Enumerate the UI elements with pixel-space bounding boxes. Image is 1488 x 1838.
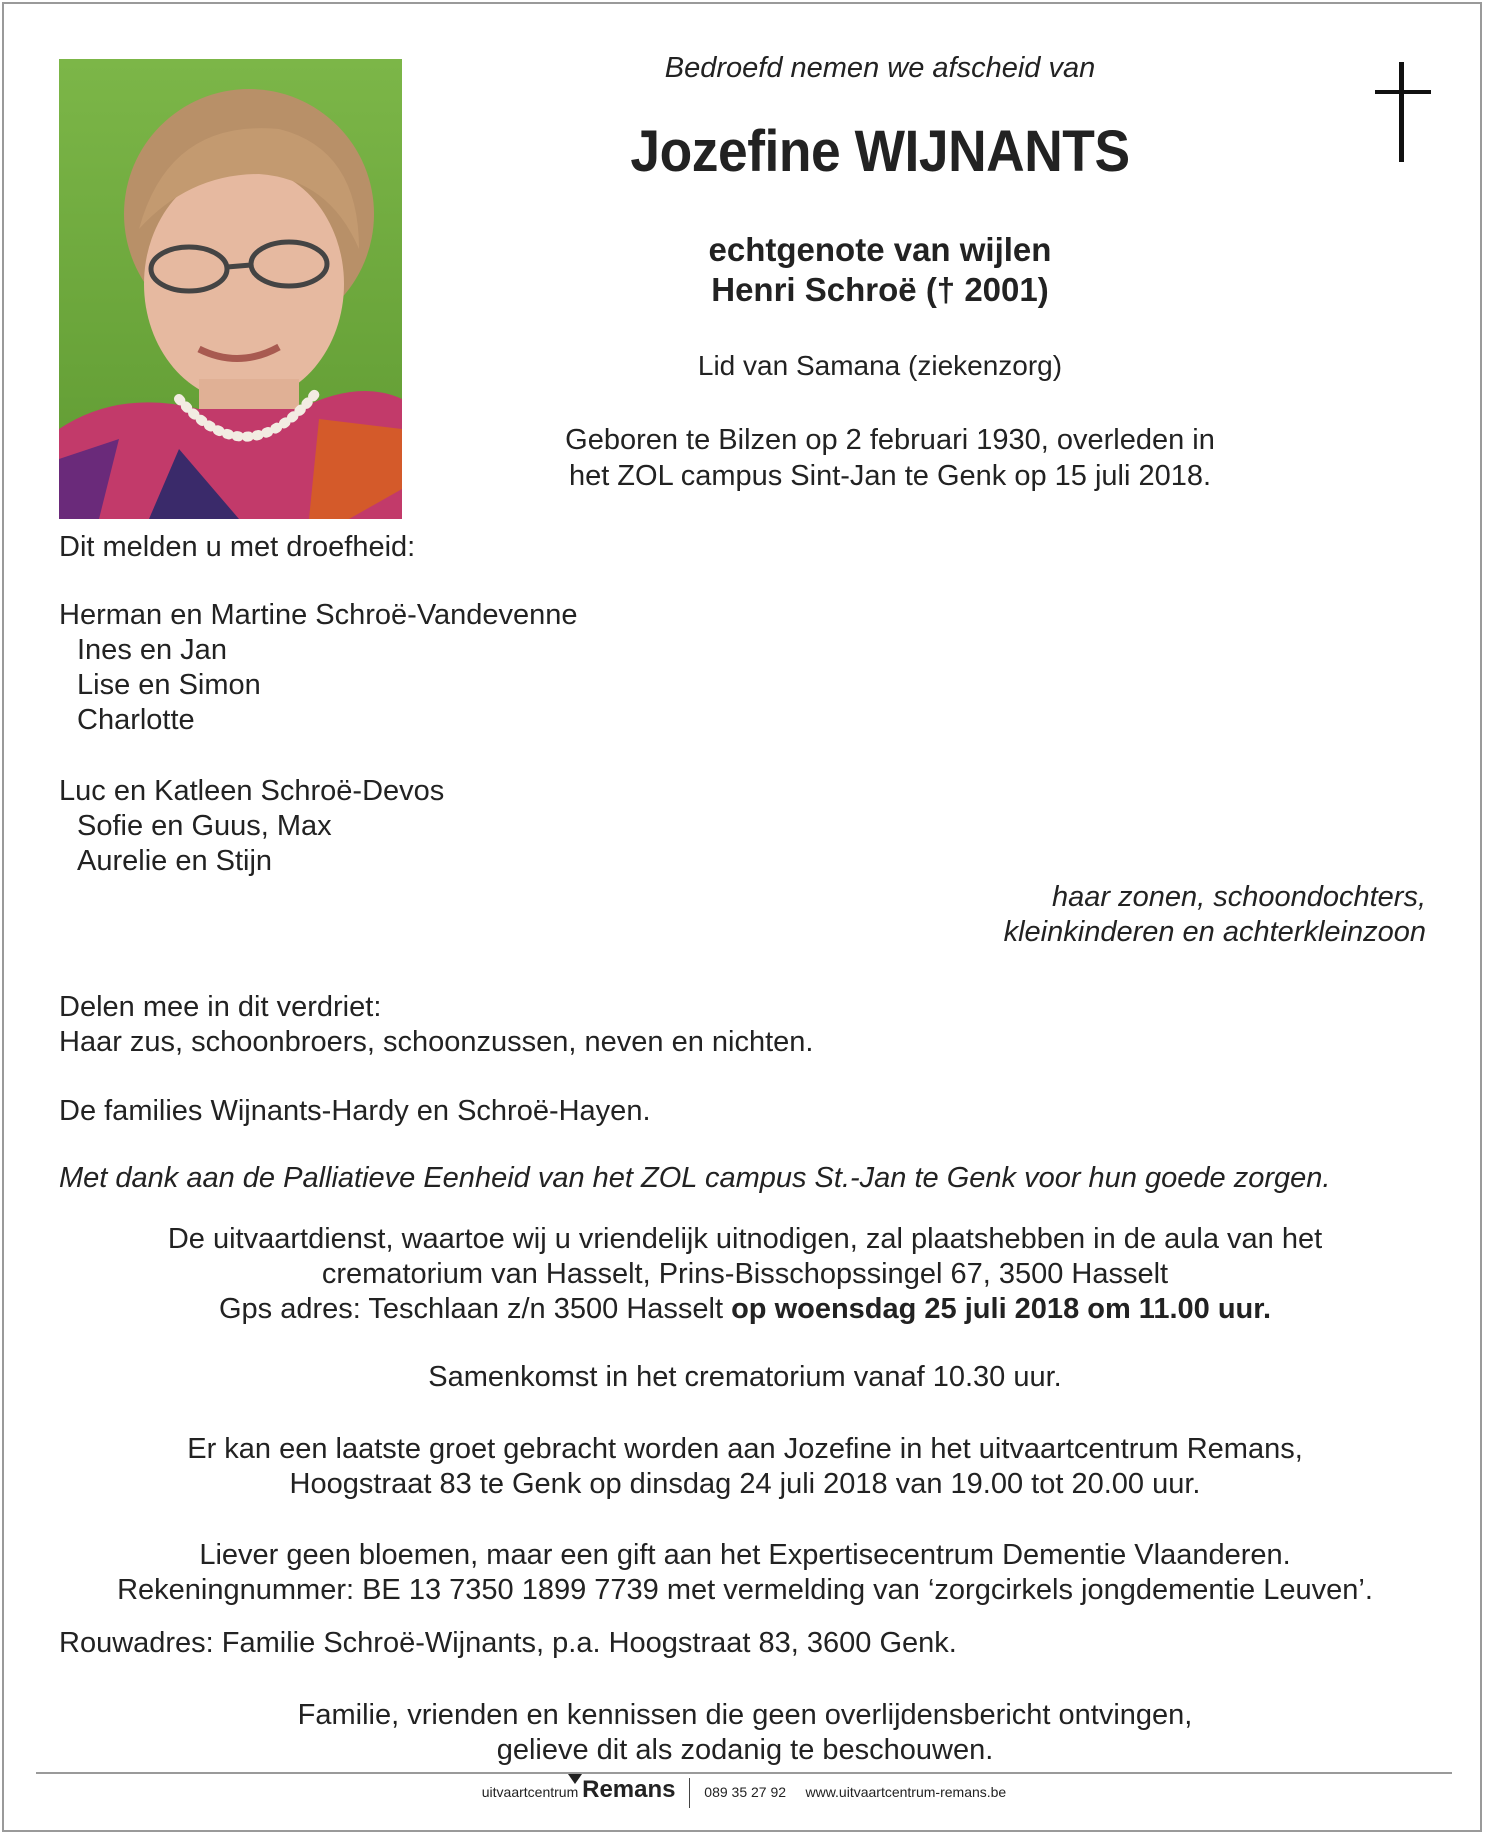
footer-divider: [36, 1772, 1452, 1774]
spouse-info: [560, 230, 1200, 310]
relation-text: [1004, 880, 1426, 950]
closing-line-2: gelieve dit als zodanig te beschouwen.: [496, 1734, 994, 1766]
closing-line-1: Familie, vrienden en kennissen die geen overlijdensbericht ontvingen,: [297, 1699, 1193, 1731]
birth-line-2: het ZOL campus Sint-Jan te Genk op 15 juli 2018.: [568, 460, 1212, 492]
footer: [0, 1776, 1488, 1808]
service-datetime: op woensdag 25 juli 2018 om 11.00 uur.: [731, 1293, 1272, 1325]
family-2-child: Sofie en Guus, Max: [77, 810, 332, 842]
share-text: Haar zus, schoonbroers, schoonzussen, neven en nichten.: [59, 1026, 814, 1058]
service-line-2: crematorium van Hasselt, Prins-Bisschopssingel 67, 3500 Hasselt: [321, 1258, 1169, 1290]
footer-website[interactable]: www.uitvaartcentrum-remans.be: [805, 1784, 1007, 1800]
gift-line-2: Rekeningnummer: BE 13 7350 1899 7739 met vermelding van ‘zorgcirkels jongdementie Leuven’.: [117, 1574, 1373, 1606]
family-1-child: Lise en Simon: [77, 669, 261, 701]
relation-line-2: kleinkinderen en achterkleinzoon: [1003, 916, 1426, 948]
portrait-photo: [59, 59, 402, 519]
family-group-2: [59, 774, 444, 879]
share-head: Delen mee in dit verdriet:: [59, 991, 382, 1023]
cross-icon: [1375, 62, 1431, 162]
family-2-child: Aurelie en Stijn: [77, 845, 273, 877]
footer-separator: [689, 1778, 690, 1808]
family-2-head: Luc en Katleen Schroë-Devos: [59, 775, 445, 807]
footer-phone: 089 35 27 92: [704, 1784, 787, 1800]
mourning-address: Rouwadres: Familie Schroë-Wijnants, p.a. Hoogstraat 83, 3600 Genk.: [59, 1627, 957, 1659]
announce-text: Dit melden u met droefheid:: [59, 531, 416, 563]
thanks-text: Met dank aan de Palliatieve Eenheid van het ZOL campus St.-Jan te Genk voor hun goede zorgen.: [59, 1162, 1331, 1194]
footer-prefix: uitvaartcentrum: [481, 1784, 579, 1800]
intro-text: Bedroefd nemen we afscheid van: [664, 52, 1096, 84]
share-block: [59, 990, 813, 1060]
service-gps: Gps adres: Teschlaan z/n 3500 Hasselt: [218, 1293, 732, 1325]
gift-line-1: Liever geen bloemen, maar een gift aan het Expertisecentrum Dementie Vlaanderen.: [199, 1539, 1291, 1571]
deceased-name: Jozefine WIJNANTS: [630, 119, 1130, 184]
closing-text: [40, 1698, 1450, 1768]
birth-death-info: [560, 422, 1220, 494]
greeting-line-2: Hoogstraat 83 te Genk op dinsdag 24 juli 2018 van 19.00 tot 20.00 uur.: [289, 1468, 1201, 1500]
birth-line-1: Geboren te Bilzen op 2 februari 1930, overleden in: [565, 424, 1215, 456]
gift-info: [40, 1538, 1450, 1608]
spouse-line-2: Henri Schroë († 2001): [711, 271, 1049, 308]
spouse-line-1: echtgenote van wijlen: [708, 231, 1052, 268]
service-info: [40, 1222, 1450, 1327]
family-1-child: Charlotte: [77, 704, 195, 736]
relation-line-1: haar zonen, schoondochters,: [1051, 881, 1426, 913]
greeting-info: [40, 1432, 1450, 1502]
service-line-1: De uitvaartdienst, waartoe wij u vriendelijk uitnodigen, zal plaatshebben in de aula van het: [167, 1223, 1323, 1255]
family-1-child: Ines en Jan: [77, 634, 227, 666]
greeting-line-1: Er kan een laatste groet gebracht worden aan Jozefine in het uitvaartcentrum Remans,: [187, 1433, 1303, 1465]
family-group-1: [59, 598, 578, 738]
service-line-3: [40, 1292, 1450, 1327]
family-1-head: Herman en Martine Schroë-Vandevenne: [59, 599, 578, 631]
gathering-text: Samenkomst in het crematorium vanaf 10.30 uur.: [428, 1361, 1062, 1393]
families-text: De families Wijnants-Hardy en Schroë-Hayen.: [59, 1095, 651, 1127]
footer-brand: Remans: [582, 1776, 676, 1803]
membership-text: Lid van Samana (ziekenzorg): [697, 350, 1063, 381]
